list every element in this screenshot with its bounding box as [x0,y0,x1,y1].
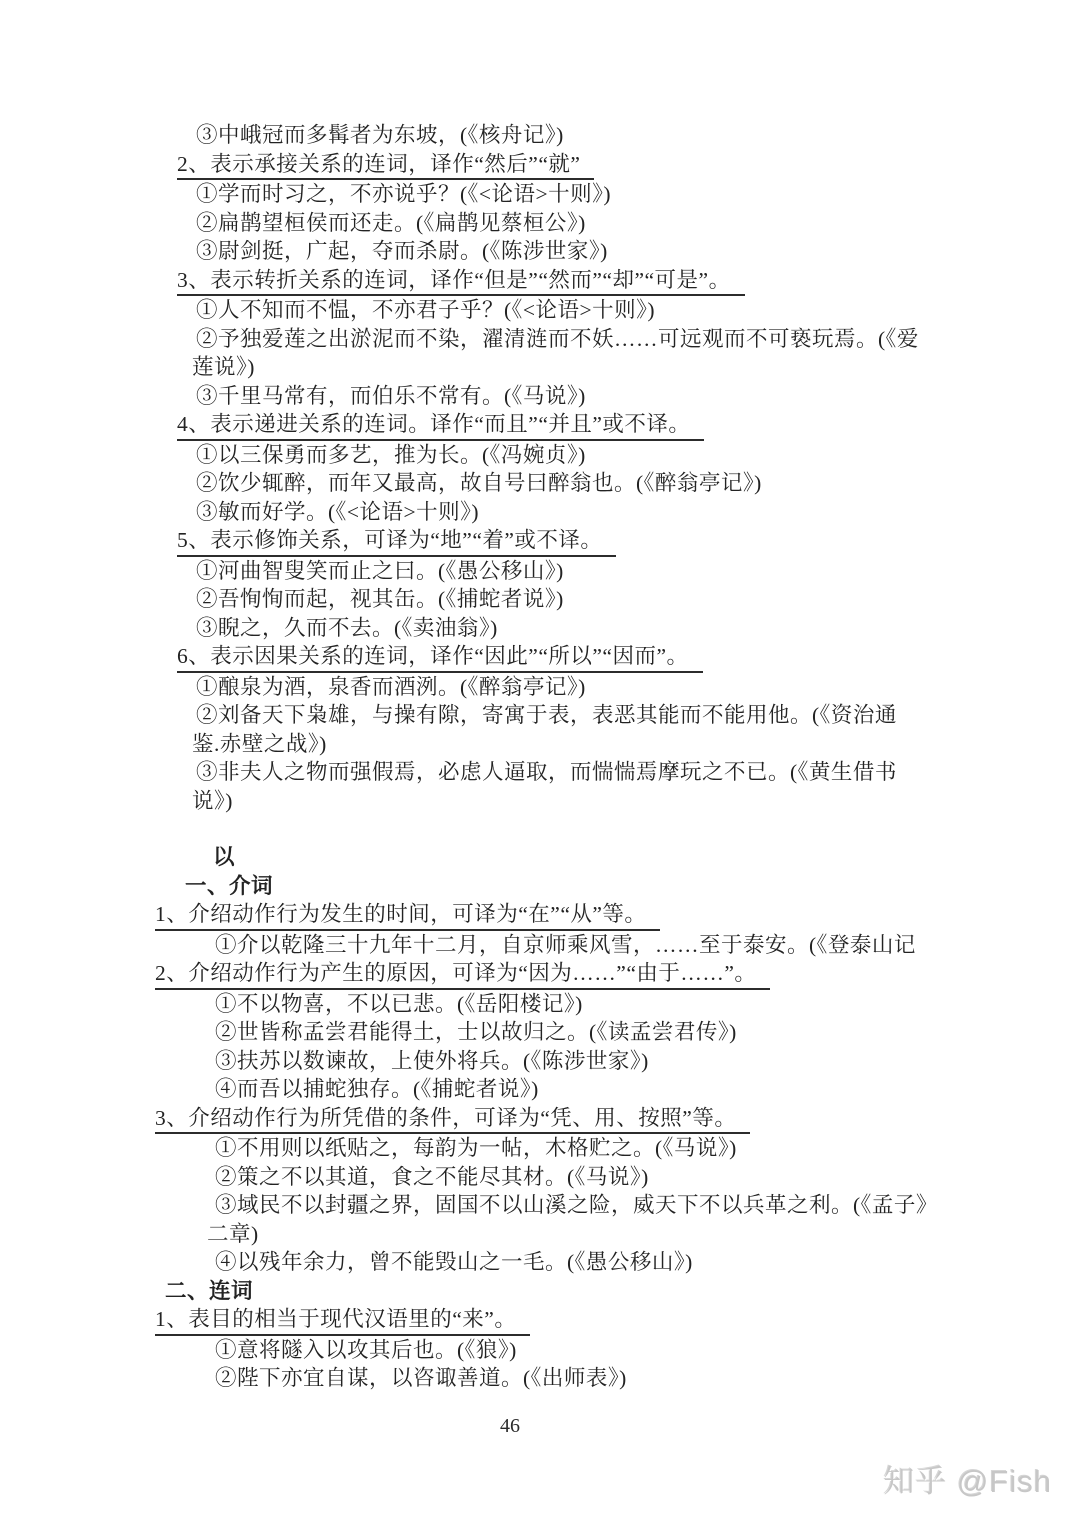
doc-line: ①河曲智叟笑而止之曰。(《愚公移山》) [196,558,564,583]
section-title: 以 [213,845,236,869]
underlined-heading-text: 5、表示修饰关系，可译为“地”“着”或不译。 [177,526,616,557]
doc-line: ③尉剑挺，广起，夺而杀尉。(《陈涉世家》) [196,239,608,263]
doc-line: ①人不知而不愠，不亦君子乎？(《<论语>十则》) [196,298,656,322]
underlined-heading-text: 1、介绍动作行为发生的时间，可译为“在”“从”等。 [155,900,660,931]
doc-line: ③非夫人之物而强假焉，必虑人逼取，而惴惴焉摩玩之不已。(《黄生借书 [196,760,897,784]
doc-line: ③睨之，久而不去。(《卖油翁》) [196,615,498,640]
doc-line: 鉴.赤壁之战》) [192,731,327,756]
underlined-heading-text: 3、介绍动作行为所凭借的条件，可译为“凭、用、按照”等。 [155,1104,750,1135]
doc-line: ②世皆称孟尝君能得土，士以故归之。(《读孟尝君传》) [215,1020,737,1044]
underlined-heading-text: 2、介绍动作行为产生的原因，可译为“因为……”“由于……”。 [155,959,770,990]
doc-line: 二章) [207,1221,259,1246]
doc-line: ①酿泉为酒，泉香而酒洌。(《醉翁亭记》) [196,674,586,699]
doc-line: ②策之不以其道，食之不能尽其材。(《马说》) [215,1164,649,1189]
doc-line: ①不以物喜，不以已悲。(《岳阳楼记》) [215,991,583,1016]
doc-line: ①介以乾隆三十九年十二月，自京师乘风雪，……至于泰安。(《登泰山记 [215,932,916,957]
doc-line: ③敏而好学。(《<论语>十则》) [196,499,480,524]
doc-line: ②饮少辄醉，而年又最高，故自号曰醉翁也。(《醉翁亭记》) [196,471,762,495]
doc-line: ③域民不以封疆之界，固国不以山溪之险，威天下不以兵革之利。(《孟子》 [215,1193,938,1217]
doc-line: ①不用则以纸贴之，每韵为一帖，木格贮之。(《马说》) [215,1136,737,1160]
doc-line: ③千里马常有，而伯乐不常有。(《马说》) [196,383,586,408]
doc-line: ②扁鹊望桓侯而还走。(《扁鹊见蔡桓公》) [196,210,586,235]
underlined-heading-text: 1、表目的相当于现代汉语里的“来”。 [155,1305,530,1336]
doc-line: ①意将隧入以攻其后也。(《狼》) [215,1337,517,1362]
doc-line: ②予独爱莲之出淤泥而不染，濯清涟而不妖……可远观而不可亵玩焉。(《爱 [196,326,919,351]
doc-line: ②陛下亦宜自谋，以咨诹善道。(《出师表》) [215,1366,627,1390]
doc-line: ④而吾以捕蛇独存。(《捕蛇者说》) [215,1077,539,1101]
doc-line: ③扶苏以数谏故，上使外将兵。(《陈涉世家》) [215,1048,649,1073]
doc-heading-line [177,410,950,441]
doc-line: ①学而时习之，不亦说乎？(《<论语>十则》) [196,182,612,206]
doc-line: ①以三保勇而多艺，推为长。(《冯婉贞》) [196,442,586,467]
document-lines [150,121,950,1393]
underlined-heading-text: 4、表示递进关系的连词。译作“而且”“并且”或不译。 [177,410,704,441]
doc-line: ④以残年余力，曾不能毁山之一毛。(《愚公移山》) [215,1250,693,1274]
doc-heading-line [177,642,950,673]
page-number: 46 [500,1415,520,1437]
doc-heading-line [155,1104,950,1135]
doc-line: 说》) [192,788,233,813]
doc-heading-line [155,959,950,990]
doc-line: ②吾恂恂而起，视其缶。(《捕蛇者说》) [196,587,564,611]
doc-heading-line [155,1305,950,1336]
subsection-heading: 二、连词 [165,1278,254,1303]
underlined-heading-text: 3、表示转折关系的连词，译作“但是”“然而”“却”“可是”。 [177,266,745,297]
doc-heading-line [155,900,950,931]
underlined-heading-text: 6、表示因果关系的连词，译作“因此”“所以”“因而”。 [177,642,703,673]
subsection-heading: 一、介词 [185,873,274,898]
doc-heading-line [177,526,950,557]
doc-heading-line [177,150,950,181]
doc-heading-line [177,266,950,297]
underlined-heading-text: 2、表示承接关系的连词，译作“然后”“就” [177,150,594,181]
doc-line: ③中峨冠而多髯者为东坡，(《核舟记》) [196,123,564,147]
doc-line: 莲说》) [192,355,255,379]
doc-line: ②刘备天下枭雄，与操有隙，寄寓于表，表恶其能而不能用他。(《资治通 [196,703,897,727]
zhihu-watermark: 知乎 @Fish [883,1464,1052,1499]
